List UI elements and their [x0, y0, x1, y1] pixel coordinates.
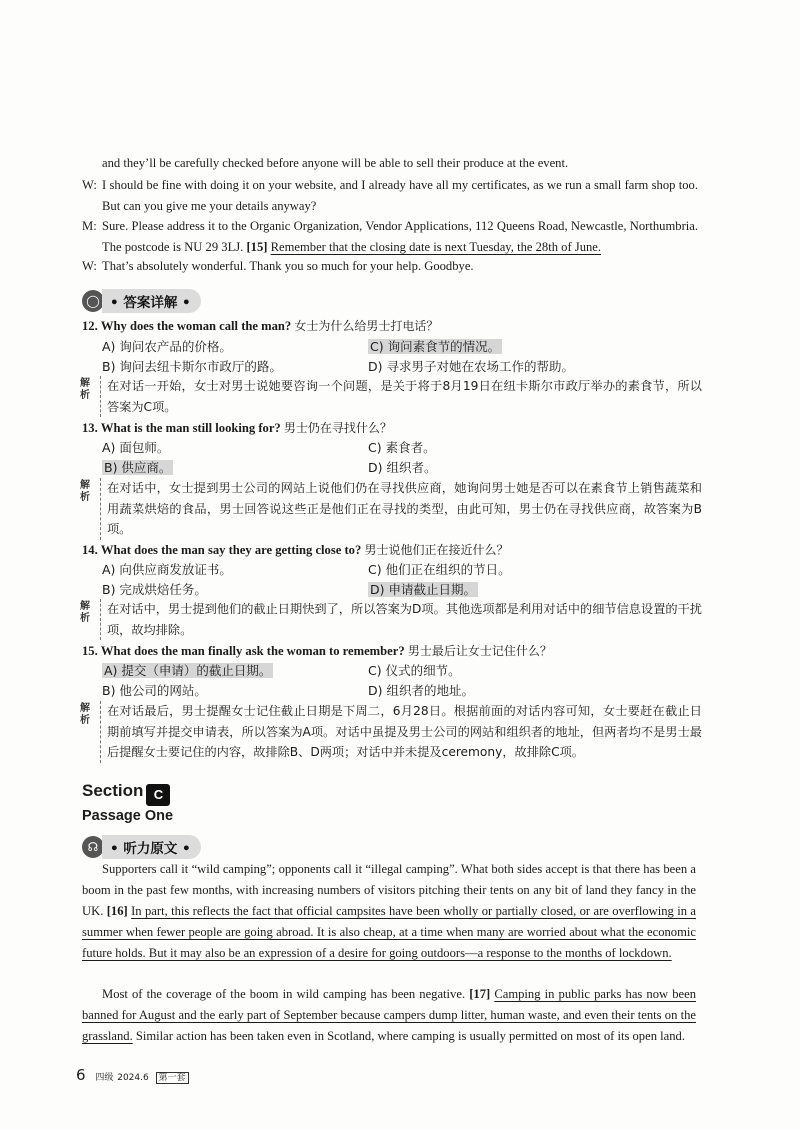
option-c-correct: C) 询问素食节的情况。 [370, 339, 501, 354]
lightbulb-icon: ◯ [82, 290, 104, 312]
option-d-correct: D) 申请截止日期。 [370, 582, 476, 597]
question-marker: [16] [106, 904, 128, 918]
passage-text: Similar action has been taken even in Scotland, where camping is usually permitted on most of its open land. [132, 1029, 685, 1043]
dialogue-line [82, 175, 698, 217]
option-d: D) 组织者。 [368, 460, 437, 475]
headphones-icon: ☊ [82, 836, 104, 858]
question-heading [82, 316, 702, 336]
analysis-block [80, 599, 702, 640]
analysis-block [80, 376, 702, 417]
question-translation: 男士最后让女士记住什么？ [407, 644, 552, 658]
dialogue-line [82, 256, 698, 277]
answer-underline: Camping in public parks has now been banned for August and the early part of September because campers dump litter, human waste, and even their tents on the grassland. [82, 987, 697, 1043]
dialogue-text: I should be fine with doing it on your website, and I already have all my certificates, as we run a small farm shop too. But can you give me your details anyway? [102, 178, 698, 213]
answer-underline: Remember that the closing date is next Tuesday, the 28th of June. [270, 240, 602, 254]
analysis-block [80, 478, 702, 540]
analysis-tag: 解析 [80, 480, 90, 503]
analysis-block [80, 701, 702, 763]
question-number: 12. [82, 319, 98, 333]
banner-label: • 听力原文 • [102, 835, 201, 859]
option-b: B) 完成烘焙任务。 [102, 582, 207, 597]
option-b-correct: B) 供应商。 [104, 460, 172, 475]
analysis-text: 在对话最后，男士提醒女士记住截止日期是下周二，6月28日。根据前面的对话内容可知，女士要赶在截止日期前填写并提交申请表，所以答案为A项。对话中虽提及男士公司的网站和组织者的地址，但两者均不是男士最后提醒女士要记住的内容，故排除B、D两项；对话中并未提及ceremony，故排除C项。 [100, 701, 702, 763]
listening-banner [82, 834, 201, 860]
question-text: What is the man still looking for? [100, 421, 281, 435]
passage-paragraph [82, 984, 696, 1047]
question-heading [82, 540, 702, 560]
analysis-text: 在对话一开始，女士对男士说她要咨询一个问题，是关于将于8月19日在纽卡斯尔市政厅举办的素食节，所以答案为C项。 [100, 376, 702, 417]
page-number: 6 [76, 1066, 86, 1084]
question-marker: [17] [469, 987, 491, 1001]
analysis-text: 在对话中，男士提到他们的截止日期快到了，所以答案为D项。其他选项都是利用对话中的细节信息设置的干扰项，故均排除。 [100, 599, 702, 640]
option-c: C) 素食者。 [368, 440, 436, 455]
dialogue-text-plain: Sure. Please address it to the Organic Organization, Vendor Applications, 112 Queens Road, Newcastle, Northumbria. The postcode is NU 29 3LJ. [102, 219, 698, 254]
passage-text: Most of the coverage of the boom in wild camping has been negative. [102, 987, 470, 1001]
question-text: Why does the woman call the man? [100, 319, 292, 333]
question-translation: 男士仍在寻找什么？ [283, 421, 392, 435]
passage-title: Passage One [82, 808, 174, 824]
page-footer [76, 1066, 189, 1084]
exam-set: 第一套 [156, 1072, 189, 1084]
section-title: Section [82, 781, 144, 800]
dialogue-text: That’s absolutely wonderful. Thank you so much for your help. Goodbye. [102, 259, 474, 273]
analysis-text: 在对话中，女士提到男士公司的网站上说他们仍在寻找供应商，她询问男士她是否可以在素食节上销售蔬菜和用蔬菜烘焙的食品，男士回答说这些正是他们正在寻找的类型，由此可知，男士仍在寻找供应商，故答案为B项。 [100, 478, 702, 540]
analysis-tag: 解析 [80, 601, 90, 624]
option-d: D) 组织者的地址。 [368, 683, 474, 698]
option-c: C) 仪式的细节。 [368, 663, 461, 678]
question-marker: [15] [246, 240, 268, 254]
option-a: A) 询问农产品的价格。 [102, 339, 232, 354]
option-b: B) 询问去纽卡斯尔市政厅的路。 [102, 359, 282, 374]
analysis-tag: 解析 [80, 703, 90, 726]
answer-underline: In part, this reflects the fact that official campsites have been wholly or partially closed, or are overflowing in a summer when fewer people are going abroad. It is also cheap, at a time when many are worried about what the economic future holds. But it may also be an expression of a desire for going outdoors—a response to the months of lockdown. [82, 904, 696, 960]
section-letter-icon: C [146, 784, 170, 806]
speaker-label: W: [82, 178, 97, 192]
option-a: A) 面包师。 [102, 440, 170, 455]
dialogue-line [82, 216, 698, 258]
answers-banner [82, 288, 201, 314]
question-number: 13. [82, 421, 98, 435]
question-text: What does the man finally ask the woman to remember? [100, 644, 405, 658]
question-heading [82, 418, 702, 438]
passage-paragraph [82, 859, 696, 964]
dialogue-text: and they’ll be carefully checked before anyone will be able to sell their produce at the event. [102, 156, 569, 170]
section-heading [82, 781, 170, 806]
question-translation: 男士说他们正在接近什么？ [364, 543, 509, 557]
passage-text: Supporters call it “wild camping”; opponents call it “illegal camping”. What both sides accept is that there has been a boom in the past few months, with increasing numbers of visitors pitching their tents on any bit of land they fancy in the UK. [82, 862, 696, 918]
option-a: A) 向供应商发放证书。 [102, 562, 232, 577]
dialogue-line [82, 153, 698, 174]
question-text: What does the man say they are getting close to? [100, 543, 362, 557]
question-heading [82, 641, 702, 661]
exam-edition: 2024.6 [117, 1073, 149, 1083]
question-number: 15. [82, 644, 98, 658]
analysis-tag: 解析 [80, 378, 90, 401]
option-a-correct: A) 提交（申请）的截止日期。 [104, 663, 272, 678]
exam-level: 四级 [95, 1073, 114, 1083]
dialogue-text [82, 216, 698, 258]
option-d: D) 寻求男子对她在农场工作的帮助。 [368, 359, 574, 374]
speaker-label: W: [82, 259, 97, 273]
option-c: C) 他们正在组织的节日。 [368, 562, 511, 577]
speaker-label: M: [82, 219, 97, 233]
question-number: 14. [82, 543, 98, 557]
question-translation: 女士为什么给男士打电话？ [294, 319, 439, 333]
banner-label: • 答案详解 • [102, 289, 201, 313]
option-b: B) 他公司的网站。 [102, 683, 207, 698]
